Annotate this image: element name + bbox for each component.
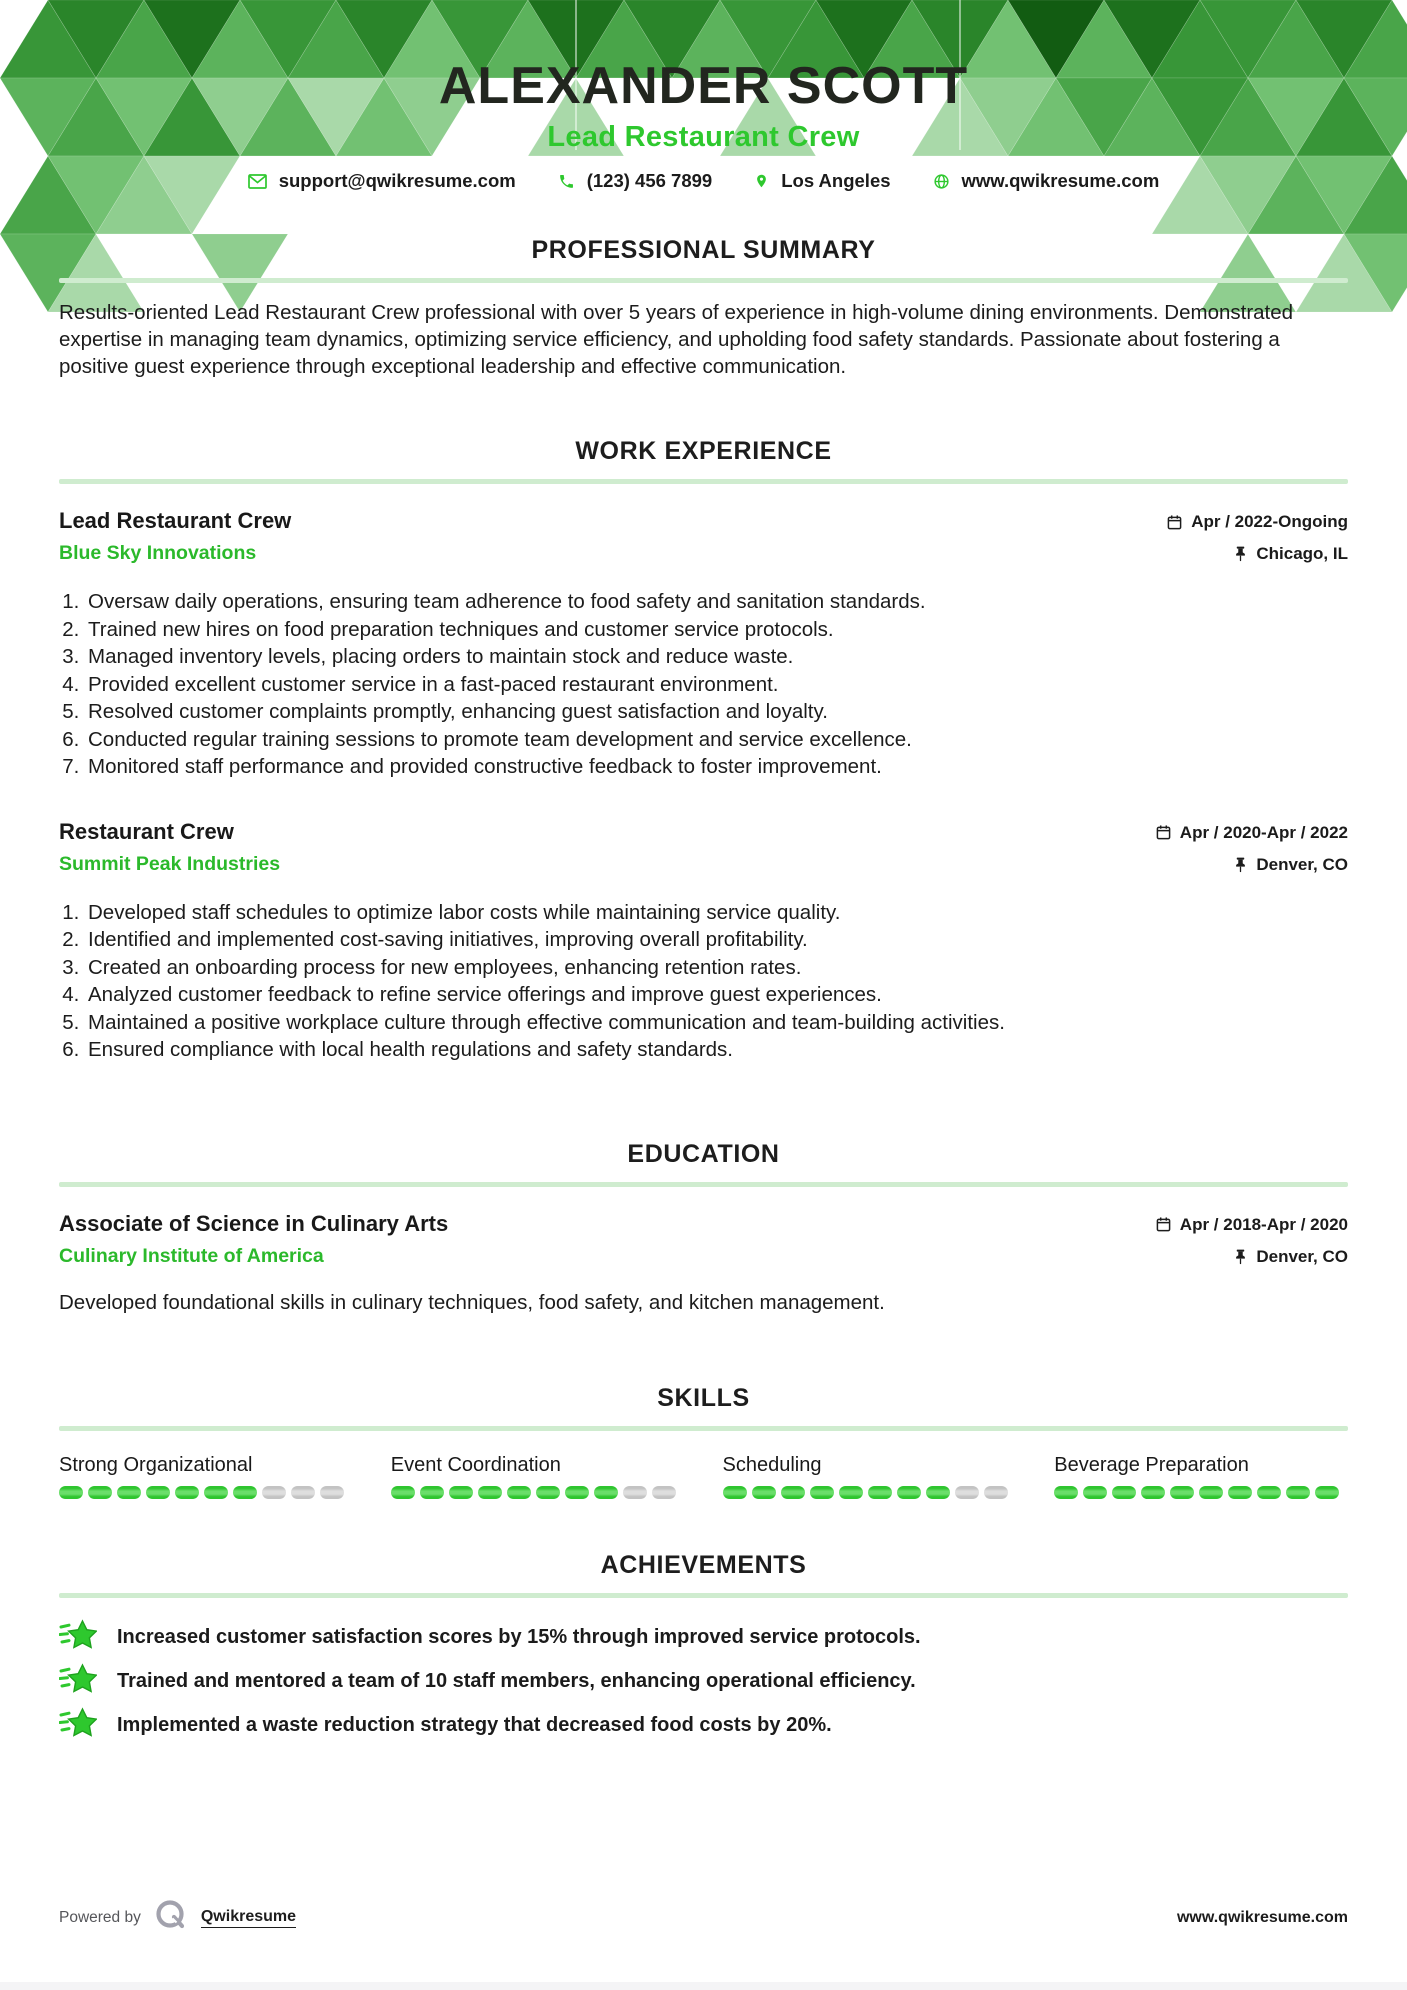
achievement-text: Trained and mentored a team of 10 staff members, enhancing operational efficiency.: [117, 1670, 916, 1692]
job-company: Blue Sky Innovations: [59, 542, 257, 564]
skill-segment: [594, 1486, 618, 1499]
duty-item: 6. Ensured compliance with local health regulations and safety standards.: [85, 1036, 1348, 1064]
skill-segment: [449, 1486, 473, 1499]
skill-segment: [781, 1486, 805, 1499]
job-location: Chicago, IL: [1256, 544, 1348, 563]
section-skills: [59, 1384, 1348, 1499]
achievements-list: [59, 1622, 1348, 1742]
pushpin-icon: [1234, 1249, 1247, 1265]
job-location: Denver, CO: [1256, 854, 1348, 874]
skill-segment: [652, 1486, 676, 1499]
achievement-text: Increased customer satisfaction scores by 15% through improved service protocols.: [117, 1626, 921, 1648]
summary-text: Results-oriented Lead Restaurant Crew professional with over 5 years of experience in high-volume dining environments. Demonstrated expertise in managing team dynamics, optimizing service efficiency, and upholding food safety standards. Passionate about fostering a positive guest experience through exceptional leadership and effective communication.: [59, 301, 1294, 378]
duty-item: 4. Provided excellent customer service in a fast-paced restaurant environment.: [85, 671, 1348, 699]
job-date: Apr / 2020-Apr / 2022: [1179, 822, 1348, 842]
job-entry: [59, 819, 1348, 1064]
skill-segment: [623, 1486, 647, 1499]
skill-segment: [478, 1486, 502, 1499]
skill-segment: [320, 1486, 344, 1499]
section-professional-summary: [59, 236, 1348, 380]
contact-phone-text: (123) 456 7899: [586, 170, 713, 191]
skill-item: [1054, 1453, 1348, 1499]
summary-heading: PROFESSIONAL SUMMARY: [531, 236, 876, 264]
skill-item: [391, 1453, 685, 1499]
calendar-icon: [1156, 825, 1171, 840]
skill-segment: [955, 1486, 979, 1499]
education-degree: Associate of Science in Culinary Arts: [59, 1210, 449, 1236]
star-icon: [59, 1619, 97, 1656]
calendar-icon: [1156, 1217, 1171, 1232]
skill-bar: [723, 1486, 1017, 1499]
skill-label: Strong Organizational: [59, 1453, 253, 1476]
calendar-icon: [1167, 515, 1182, 530]
skill-segment: [1315, 1486, 1339, 1499]
skills-heading: SKILLS: [657, 1383, 750, 1412]
duty-item: 1. Developed staff schedules to optimize labor costs while maintaining service quality.: [85, 899, 1348, 927]
skill-segment: [1170, 1486, 1194, 1499]
duty-item: 5. Resolved customer complaints promptly, enhancing guest satisfaction and loyalty.: [85, 698, 1348, 726]
job-date: Apr / 2022-Ongoing: [1191, 512, 1348, 531]
skill-segment: [175, 1486, 199, 1499]
education-entry: [59, 1211, 1348, 1316]
section-work-experience: [59, 437, 1348, 1064]
duty-item: 4. Analyzed customer feedback to refine service offerings and improve guest experiences.: [85, 981, 1348, 1009]
skill-bar: [391, 1486, 685, 1499]
contact-email-text: support@qwikresume.com: [278, 170, 516, 191]
achievement-item: [59, 1622, 1348, 1654]
skill-segment: [1228, 1486, 1252, 1499]
skill-segment: [59, 1486, 83, 1499]
duty-item: 5. Maintained a positive workplace culture through effective communication and team-building activities.: [85, 1009, 1348, 1037]
skill-segment: [810, 1486, 834, 1499]
star-icon: [59, 1707, 97, 1744]
pushpin-icon: [1234, 546, 1247, 562]
person-name: ALEXANDER SCOTT: [438, 57, 969, 115]
skill-segment: [1286, 1486, 1310, 1499]
skill-segment: [262, 1486, 286, 1499]
skill-segment: [897, 1486, 921, 1499]
duty-item: 2. Trained new hires on food preparation techniques and customer service protocols.: [85, 616, 1348, 644]
pushpin-icon: [1234, 857, 1247, 873]
achievement-item: [59, 1710, 1348, 1742]
section-education: [59, 1140, 1348, 1316]
skill-segment: [1141, 1486, 1165, 1499]
contact-website-text: www.qwikresume.com: [961, 170, 1160, 191]
education-meta: [1156, 1211, 1348, 1279]
skill-segment: [1054, 1486, 1078, 1499]
skill-segment: [752, 1486, 776, 1499]
qwikresume-link[interactable]: Qwikresume: [201, 1908, 296, 1928]
skill-segment: [839, 1486, 863, 1499]
job-title: Restaurant Crew: [59, 818, 234, 844]
skill-segment: [146, 1486, 170, 1499]
education-location: Denver, CO: [1256, 1246, 1348, 1266]
skill-segment: [117, 1486, 141, 1499]
job-title: Lead Restaurant Crew: [59, 508, 292, 533]
section-divider: [59, 1182, 1348, 1187]
skill-segment: [1083, 1486, 1107, 1499]
skill-label: Event Coordination: [390, 1453, 561, 1476]
skill-label: Beverage Preparation: [1054, 1453, 1249, 1476]
skill-segment: [536, 1486, 560, 1499]
skill-segment: [291, 1486, 315, 1499]
duty-item: 3. Created an onboarding process for new employees, enhancing retention rates.: [85, 954, 1348, 982]
skill-segment: [1199, 1486, 1223, 1499]
job-duties-list: [59, 899, 1348, 1064]
duty-item: 6. Conducted regular training sessions to promote team development and service excellence.: [85, 726, 1348, 754]
duty-item: 3. Managed inventory levels, placing orders to maintain stock and reduce waste.: [85, 643, 1348, 671]
achievement-text: Implemented a waste reduction strategy that decreased food costs by 20%.: [117, 1714, 832, 1736]
achievement-item: [59, 1666, 1348, 1698]
work-heading: WORK EXPERIENCE: [575, 437, 832, 465]
skill-item: [723, 1453, 1017, 1499]
section-achievements: [59, 1551, 1348, 1742]
skill-segment: [926, 1486, 950, 1499]
skill-segment: [868, 1486, 892, 1499]
skill-segment: [984, 1486, 1008, 1499]
skills-grid: [59, 1453, 1348, 1499]
section-divider: [59, 1426, 1348, 1431]
skill-segment: [391, 1486, 415, 1499]
duty-item: 7. Monitored staff performance and provided constructive feedback to foster improvement.: [85, 753, 1348, 781]
skill-segment: [507, 1486, 531, 1499]
q-logo-icon: [153, 1897, 189, 1938]
skill-bar: [59, 1486, 353, 1499]
duty-item: 2. Identified and implemented cost-saving initiatives, improving overall profitability.: [85, 926, 1348, 954]
education-school: Culinary Institute of America: [59, 1244, 324, 1267]
section-divider: [59, 479, 1348, 484]
skill-label: Scheduling: [722, 1453, 822, 1476]
skill-segment: [565, 1486, 589, 1499]
skill-segment: [1257, 1486, 1281, 1499]
section-divider: [59, 278, 1348, 283]
job-entry: [59, 508, 1348, 781]
education-heading: EDUCATION: [627, 1139, 780, 1168]
skill-segment: [88, 1486, 112, 1499]
skill-segment: [420, 1486, 444, 1499]
education-date: Apr / 2018-Apr / 2020: [1179, 1214, 1348, 1234]
education-description: Developed foundational skills in culinary techniques, food safety, and kitchen management.: [59, 1290, 885, 1314]
skill-segment: [233, 1486, 257, 1499]
job-duties-list: [59, 588, 1348, 781]
star-icon: [59, 1663, 97, 1700]
person-job-title: Lead Restaurant Crew: [547, 121, 860, 153]
duty-item: 1. Oversaw daily operations, ensuring team adherence to food safety and sanitation standards.: [85, 588, 1348, 616]
contact-location-text: Los Angeles: [781, 170, 891, 191]
skill-item: [59, 1453, 353, 1499]
job-company: Summit Peak Industries: [59, 852, 281, 875]
skill-segment: [204, 1486, 228, 1499]
skill-bar: [1054, 1486, 1348, 1499]
achievements-heading: ACHIEVEMENTS: [600, 1550, 807, 1579]
powered-by-label: Powered by: [59, 1908, 141, 1926]
job-meta: [1167, 508, 1348, 576]
page-footer: [59, 1897, 1348, 1938]
section-divider: [59, 1593, 1348, 1598]
skill-segment: [1112, 1486, 1136, 1499]
skill-segment: [723, 1486, 747, 1499]
bottom-strip: [0, 1982, 1407, 1990]
footer-website[interactable]: www.qwikresume.com: [1176, 1908, 1348, 1926]
job-meta: [1156, 819, 1348, 887]
